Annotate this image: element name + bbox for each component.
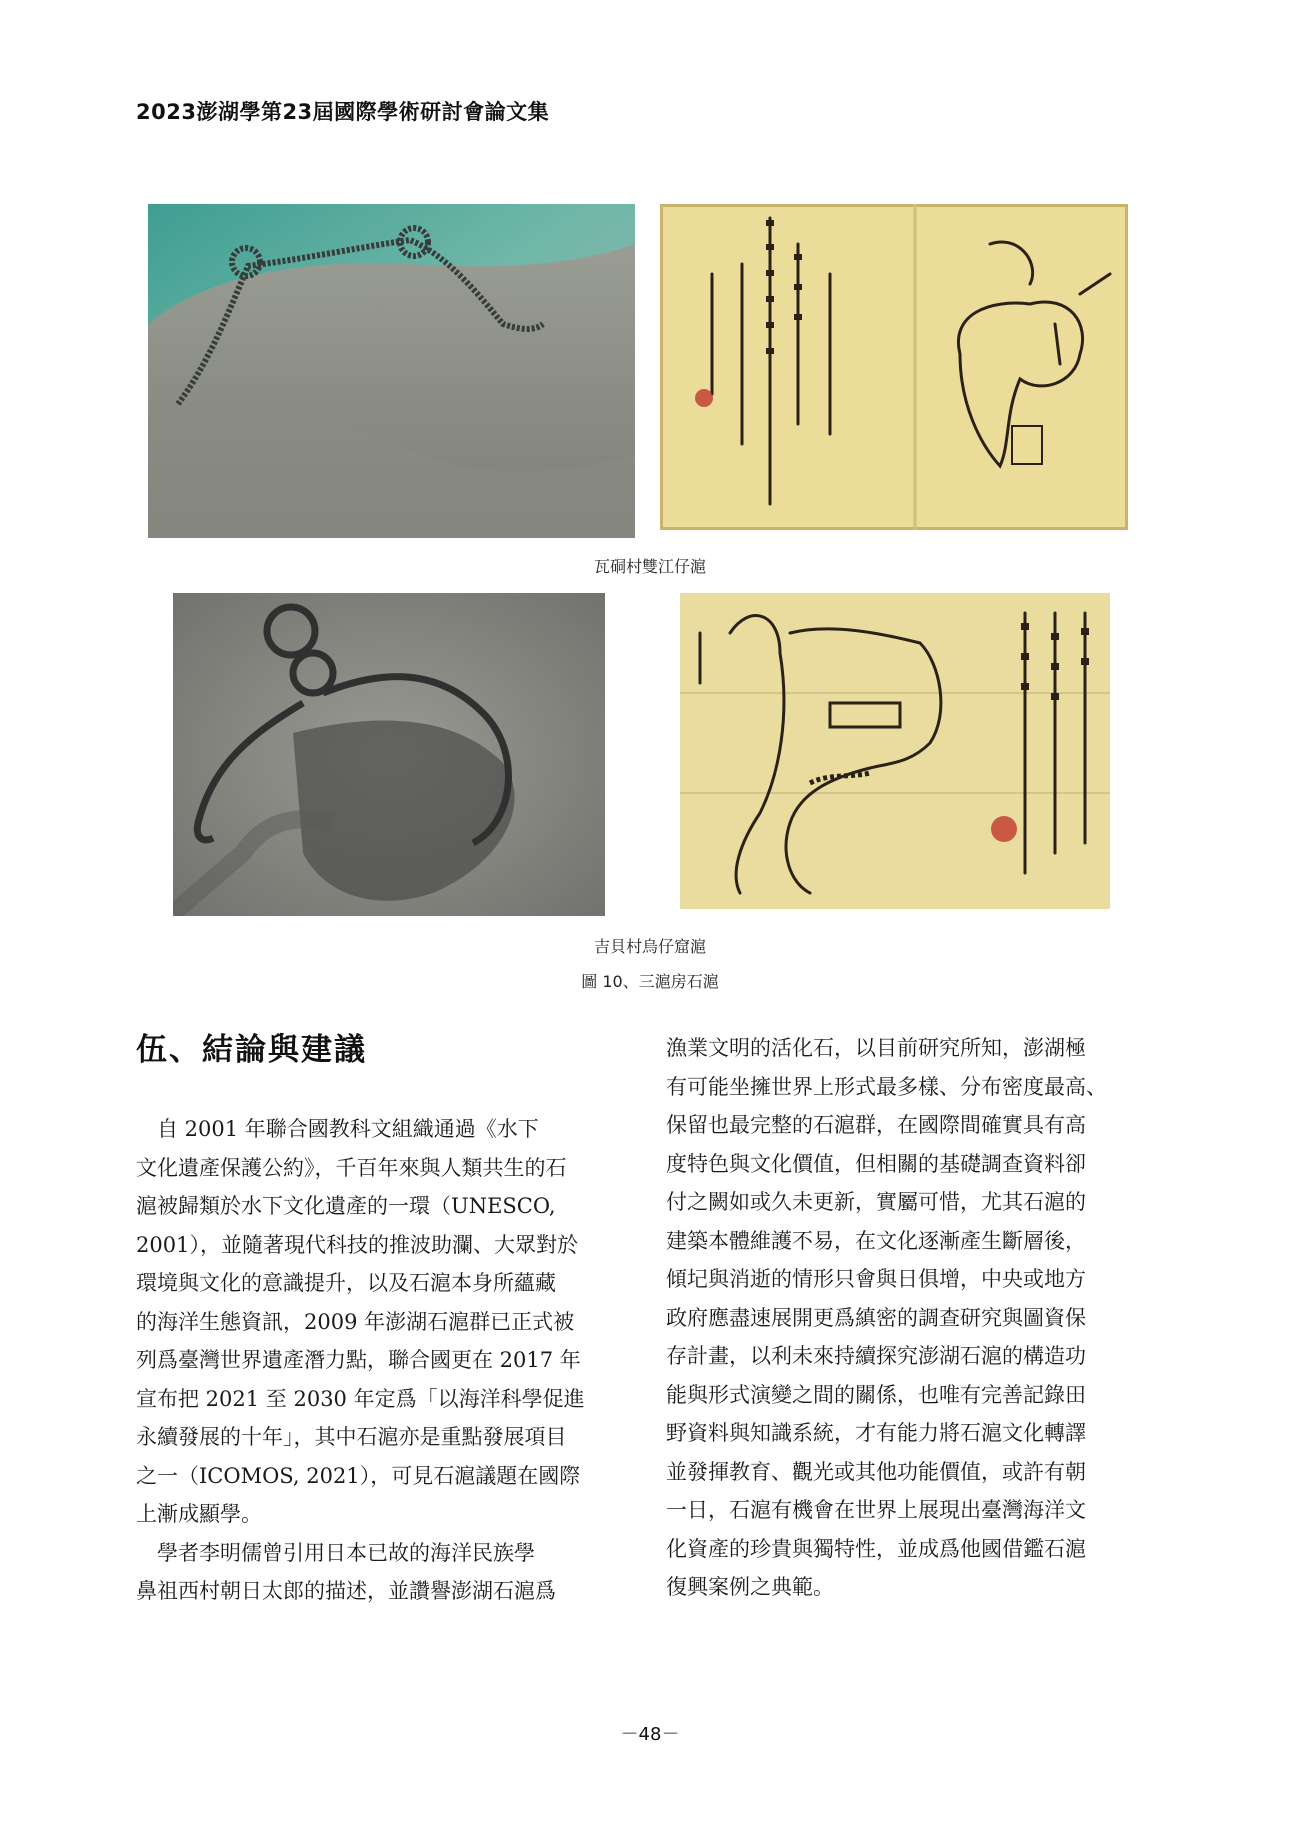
figure-caption: 圖 10、三滬房石滬	[581, 972, 719, 991]
body-line: 保留也最完整的石滬群，在國際間確實具有高	[666, 1113, 1086, 1137]
running-header: 2023澎湖學第23屆國際學術研討會論文集	[136, 100, 550, 124]
aerial-photo-jibei-wuzaiyu	[173, 593, 605, 916]
body-line: 列爲臺灣世界遺產潛力點，聯合國更在 2017 年	[136, 1348, 581, 1372]
section-heading: 伍、結論與建議	[136, 1032, 367, 1068]
body-line: 付之闕如或久未更新，實屬可惜，尤其石滬的	[666, 1190, 1086, 1214]
aerial-photo-wagong-shuangjiangzai	[148, 204, 635, 538]
body-line: 學者李明儒曾引用日本已故的海洋民族學	[136, 1540, 535, 1565]
body-line: 政府應盡速展開更爲縝密的調查研究與圖資保	[666, 1305, 1086, 1330]
body-line: 傾圮與消逝的情形只會與日俱增，中央或地方	[666, 1267, 1086, 1291]
body-line: 野資料與知識系統，才有能力將石滬文化轉譯	[666, 1421, 1086, 1445]
body-line: 滬被歸類於水下文化遺產的一環（UNESCO,	[136, 1194, 556, 1218]
body-line: 存計畫，以利未來持續探究澎湖石滬的構造功	[666, 1344, 1086, 1368]
right-column	[666, 1029, 1156, 1607]
body-line: 上漸成顯學。	[136, 1502, 262, 1526]
body-line: 漁業文明的活化石，以目前研究所知，澎湖極	[666, 1036, 1086, 1060]
figure-subcaption-jibei: 吉貝村烏仔窟滬	[593, 937, 706, 956]
body-line: 有可能坐擁世界上形式最多樣、分布密度最高、	[666, 1074, 1107, 1099]
body-line: 的海洋生態資訊，2009 年澎湖石滬群已正式被	[136, 1309, 575, 1334]
historic-map-jibei-wuzaiyu	[680, 593, 1110, 909]
page-number: －48－	[620, 1724, 680, 1745]
body-line: 自 2001 年聯合國教科文組織通過《水下	[136, 1117, 539, 1141]
body-line: 之一（ICOMOS, 2021），可見石滬議題在國際	[136, 1463, 581, 1488]
body-line: 能與形式演變之間的關係，也唯有完善記錄田	[666, 1382, 1086, 1407]
left-column	[136, 1110, 626, 1611]
body-line: 環境與文化的意識提升，以及石滬本身所蘊藏	[136, 1271, 556, 1295]
body-line: 宣布把 2021 至 2030 年定爲「以海洋科學促進	[136, 1386, 585, 1411]
body-line: 並發揮教育、觀光或其他功能價值，或許有朝	[666, 1459, 1086, 1484]
body-line: 2001），並隨著現代科技的推波助瀾、大眾對於	[136, 1232, 578, 1257]
body-line: 建築本體維護不易，在文化逐漸產生斷層後，	[666, 1228, 1086, 1253]
figure-subcaption-wagong: 瓦硐村雙江仔滬	[593, 557, 706, 576]
body-line: 度特色與文化價值，但相關的基礎調查資料卻	[666, 1151, 1086, 1176]
body-line: 文化遺產保護公約》，千百年來與人類共生的石	[136, 1155, 567, 1180]
historic-map-wagong-shuangjiangzai	[660, 204, 1128, 530]
body-line: 鼻祖西村朝日太郎的描述，並讚譽澎湖石滬爲	[136, 1579, 556, 1603]
body-line: 復興案例之典範。	[666, 1575, 834, 1599]
body-line: 化資產的珍貴與獨特性，並成爲他國借鑑石滬	[666, 1536, 1086, 1561]
body-line: 一日，石滬有機會在世界上展現出臺灣海洋文	[666, 1498, 1086, 1522]
body-line: 永續發展的十年」，其中石滬亦是重點發展項目	[136, 1425, 567, 1449]
